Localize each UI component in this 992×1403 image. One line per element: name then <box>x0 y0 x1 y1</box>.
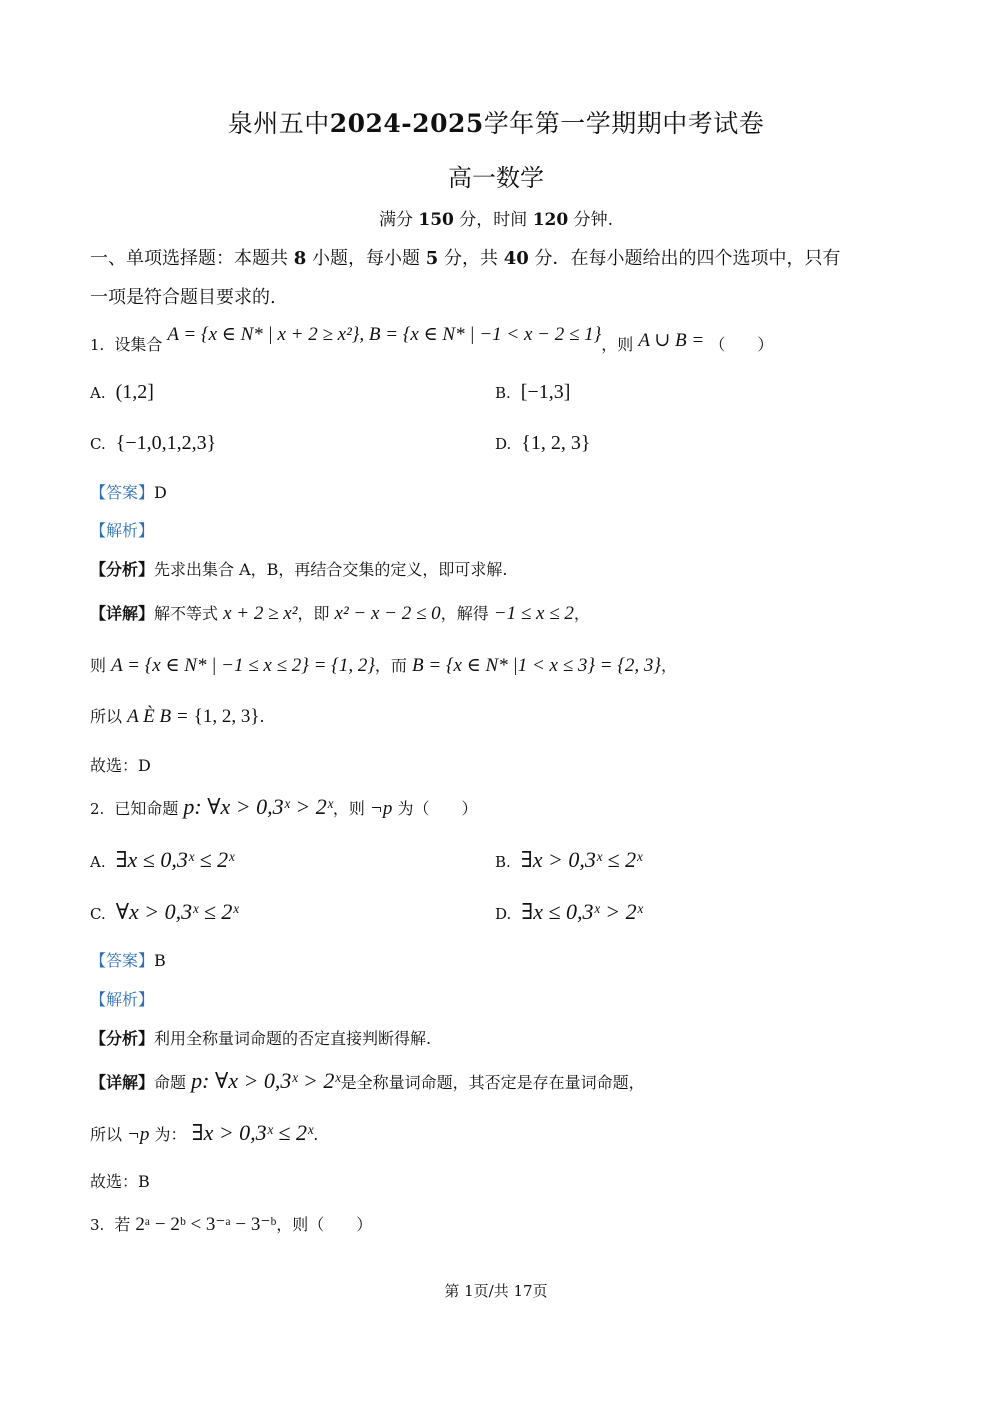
q1-detail-line1: 【详解】解不等式 x + 2 ≥ x²，即 x² − x − 2 ≤ 0，解得 −1 ≤ x ≤ 2， <box>90 603 590 624</box>
section-heading-line2: 一项是符合题目要求的. <box>90 287 276 308</box>
q2-detail-line2: 所以 ¬p 为： ∃x > 0,3ˣ ≤ 2ˣ. <box>90 1120 319 1145</box>
q2-option-a: A. ∃x ≤ 0,3ˣ ≤ 2ˣ <box>90 847 235 872</box>
q2-option-b: B. ∃x > 0,3ˣ ≤ 2ˣ <box>495 847 643 872</box>
question-2-stem: 2. 已知命题 p: ∀x > 0,3ˣ > 2ˣ，则 ¬p 为（ ） <box>90 794 478 819</box>
question-3-stem: 3. 若 2ᵃ − 2ᵇ < 3⁻ᵃ − 3⁻ᵇ，则（ ） <box>90 1214 373 1235</box>
q1-conclusion: 故选：D <box>90 756 151 775</box>
q2-detail-line1: 【详解】命题 p: ∀x > 0,3ˣ > 2ˣ是全称量词命题，其否定是存在量词命题， <box>90 1068 645 1093</box>
q1-option-d: D. {1, 2, 3} <box>495 432 591 454</box>
q1-option-c: C. {−1,0,1,2,3} <box>90 432 217 454</box>
q2-option-d: D. ∃x ≤ 0,3ˣ > 2ˣ <box>495 899 643 924</box>
q1-fenxi: 【分析】先求出集合 A，B，再结合交集的定义，即可求解. <box>90 560 508 579</box>
q1-option-a: A. (1,2] <box>90 381 154 403</box>
q1-answer: 【答案】D <box>90 483 167 502</box>
page-footer: 第 1页/共 17页 <box>444 1282 548 1300</box>
q1-option-b: B. [−1,3] <box>495 381 571 403</box>
q1-set-expression: A = {x ∈ N* | x + 2 ≥ x²}, B = {x ∈ N* | −1 < x − 2 ≤ 1} <box>167 324 602 345</box>
q1-analysis-tag: 【解析】 <box>90 521 155 540</box>
question-1-stem: 1. 设集合 A = {x ∈ N* | x + 2 ≥ x²}, B = {x ∈ N* | −1 < x − 2 ≤ 1}，则 A ∪ B = （ ） <box>90 324 774 354</box>
q2-conclusion: 故选：B <box>90 1172 150 1191</box>
q2-fenxi: 【分析】利用全称量词命题的否定直接判断得解. <box>90 1029 432 1048</box>
exam-meta: 满分 150 分，时间 120 分钟. <box>378 210 614 230</box>
q1-detail-line2: 则 A = {x ∈ N* | −1 ≤ x ≤ 2} = {1, 2}，而 B = {x ∈ N* |1 < x ≤ 3} = {2, 3}， <box>90 655 678 676</box>
q2-analysis-tag: 【解析】 <box>90 990 155 1009</box>
q2-option-c: C. ∀x > 0,3ˣ ≤ 2ˣ <box>90 899 239 924</box>
exam-title: 泉州五中2024-2025学年第一学期期中考试卷 <box>227 109 765 138</box>
exam-subtitle: 高一数学 <box>448 164 544 192</box>
q2-answer: 【答案】B <box>90 951 166 970</box>
section-heading-line1: 一、单项选择题：本题共 8 小题，每小题 5 分，共 40 分．在每小题给出的四个选项中，只有 <box>90 248 841 269</box>
q1-detail-line3: 所以 A È B = {1, 2, 3}. <box>90 706 265 727</box>
